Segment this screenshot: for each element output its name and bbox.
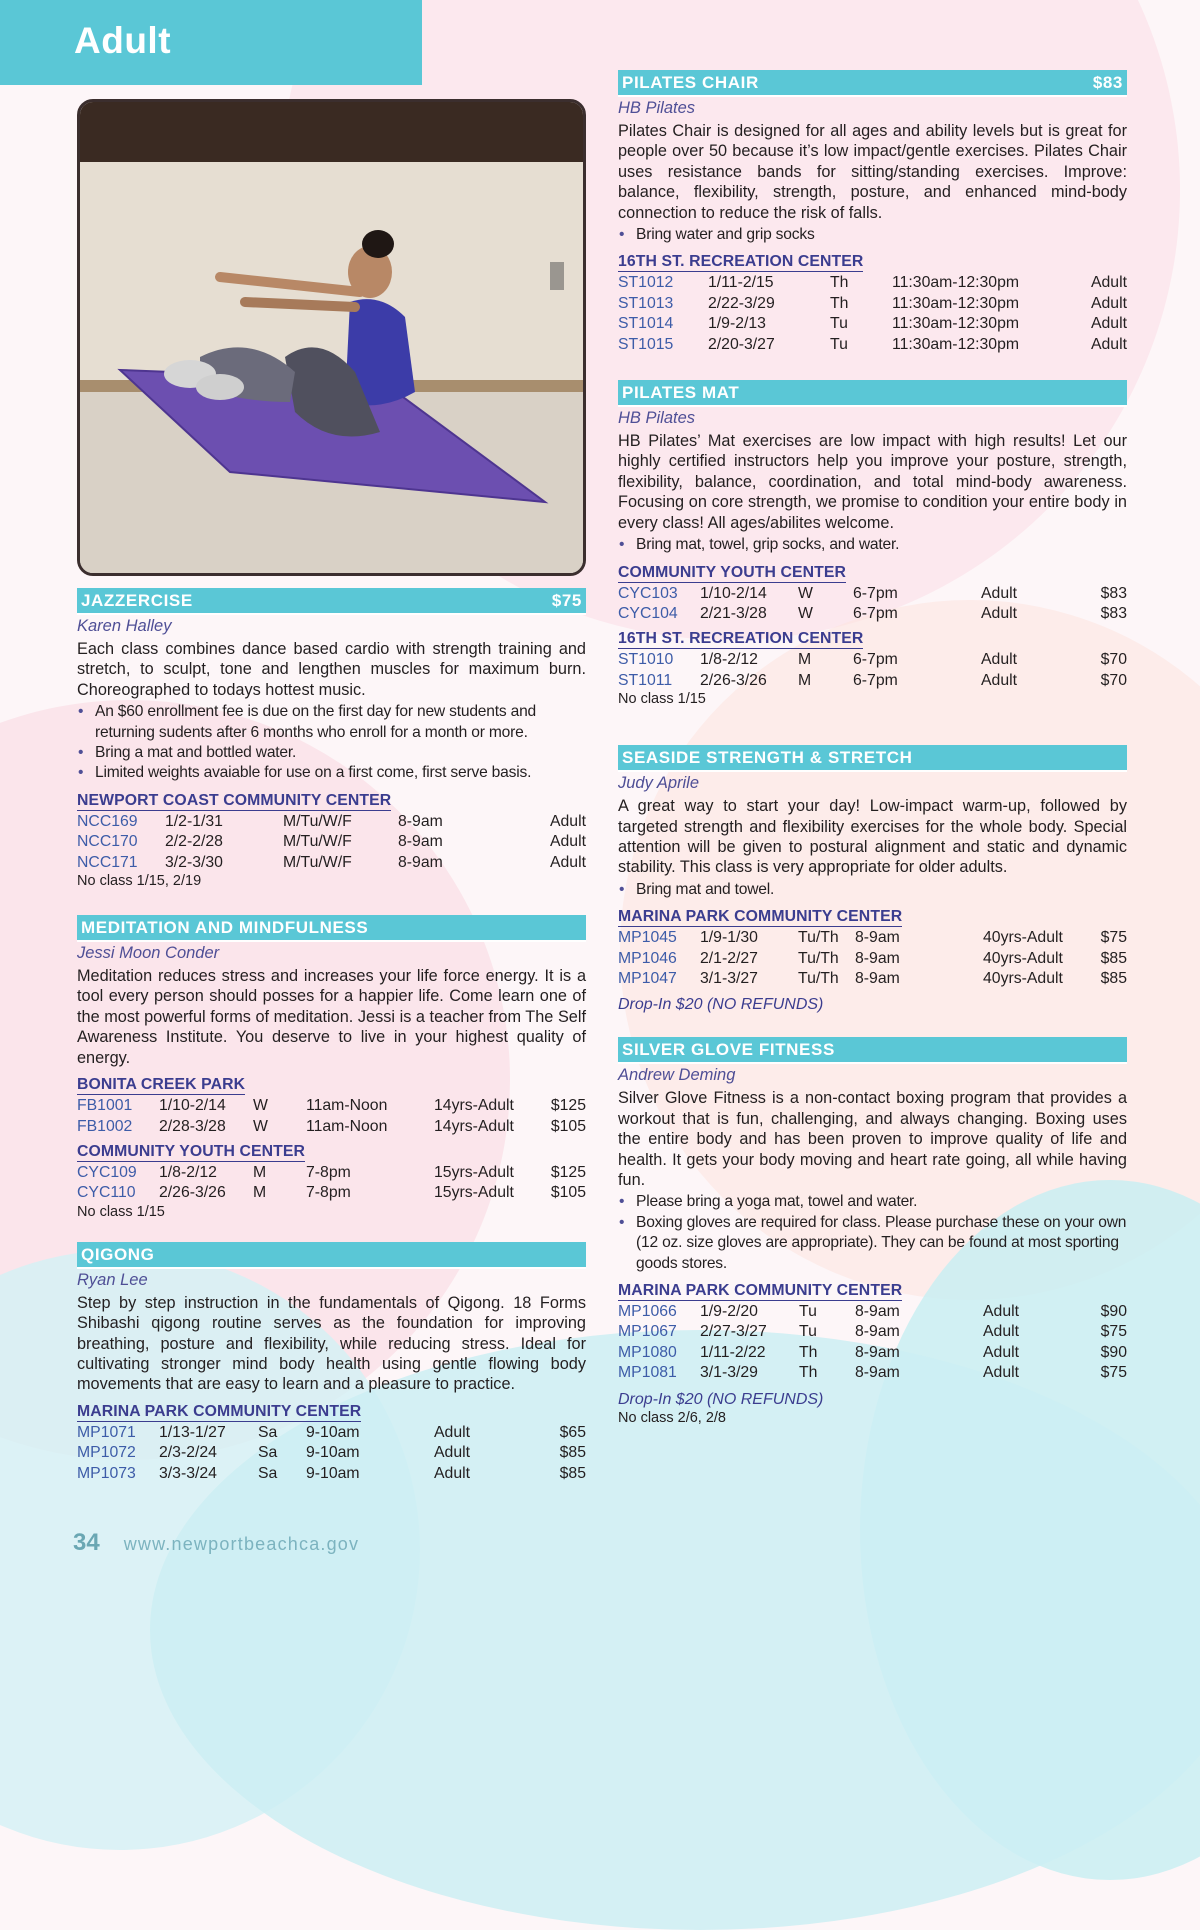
class-days: M/Tu/W/F bbox=[283, 853, 352, 871]
schedule-table bbox=[618, 928, 1127, 989]
schedule-table bbox=[77, 1096, 586, 1137]
class-code[interactable]: ST1010 bbox=[618, 651, 674, 669]
dropin-text: Drop-In $20 (NO REFUNDS) bbox=[618, 996, 824, 1014]
class-age: Adult bbox=[434, 1444, 471, 1462]
section-title: QIGONG bbox=[81, 1244, 155, 1264]
bullet-item: • Bring water and grip socks bbox=[618, 225, 1127, 245]
section-title: SILVER GLOVE FITNESS bbox=[622, 1040, 835, 1060]
table-row bbox=[77, 1464, 586, 1484]
class-code[interactable]: MP1080 bbox=[618, 1343, 677, 1361]
class-age: Adult bbox=[1090, 274, 1127, 292]
bullet-list bbox=[618, 880, 1127, 900]
venue-name: COMMUNITY YOUTH CENTER bbox=[77, 1142, 306, 1160]
schedule-table bbox=[77, 1163, 586, 1204]
class-time: 11:30am-12:30pm bbox=[892, 315, 1020, 333]
class-price: $70 bbox=[1100, 671, 1127, 689]
instructor-name: Andrew Deming bbox=[618, 1066, 736, 1085]
class-time: 11am-Noon bbox=[306, 1097, 388, 1115]
venue-name: 16TH ST. RECREATION CENTER bbox=[618, 630, 864, 648]
class-age: Adult bbox=[1090, 315, 1127, 333]
class-time: 8-9am bbox=[855, 969, 900, 987]
table-row bbox=[618, 1322, 1127, 1342]
class-code[interactable]: ST1013 bbox=[618, 294, 674, 312]
table-row bbox=[618, 949, 1127, 969]
class-code[interactable]: FB1002 bbox=[77, 1117, 133, 1135]
schedule-table bbox=[618, 1302, 1127, 1384]
class-code[interactable]: ST1014 bbox=[618, 315, 674, 333]
class-code[interactable]: MP1071 bbox=[77, 1423, 136, 1441]
class-age: Adult bbox=[983, 1364, 1020, 1382]
class-dates: 2/26-3/26 bbox=[159, 1184, 226, 1202]
class-dates: 3/1-3/27 bbox=[700, 969, 758, 987]
table-row bbox=[618, 604, 1127, 624]
class-age: Adult bbox=[983, 1343, 1020, 1361]
class-time: 8-9am bbox=[855, 1303, 900, 1321]
class-code[interactable]: MP1073 bbox=[77, 1464, 136, 1482]
class-code[interactable]: ST1012 bbox=[618, 274, 674, 292]
class-days: Sa bbox=[258, 1464, 278, 1482]
class-dates: 2/1-2/27 bbox=[700, 949, 758, 967]
class-age: Adult bbox=[981, 604, 1018, 622]
class-dates: 1/9-2/13 bbox=[708, 315, 766, 333]
instructor-name: HB Pilates bbox=[618, 99, 696, 117]
class-price: $75 bbox=[1100, 929, 1127, 947]
class-time: 8-9am bbox=[855, 1364, 900, 1382]
bullet-item: • Please bring a yoga mat, towel and water. bbox=[618, 1192, 1127, 1212]
class-description: Silver Glove Fitness is a non-contact boxing program that provides a workout that is fun, challenging, and always changing. Boxing uses the entire body and has been proven to improve quality of life and health. It gets your body moving and heart rate going, all while having fun. bbox=[618, 1089, 1127, 1189]
schedule-table bbox=[77, 1423, 586, 1484]
class-code[interactable]: NCC169 bbox=[77, 812, 138, 830]
class-time: 11:30am-12:30pm bbox=[892, 294, 1020, 312]
class-dates: 1/2-1/31 bbox=[165, 812, 223, 830]
class-time: 11am-Noon bbox=[306, 1117, 388, 1135]
class-time: 9-10am bbox=[306, 1423, 360, 1441]
class-description: A great way to start your day! Low-impact warm-up, followed by targeted strength and flexibility exercises for the whole body. Special attention will be given to postural alignment and static and dynamic stability. This class is very appropriate for older adults. bbox=[618, 797, 1127, 877]
class-dates: 3/3-3/24 bbox=[159, 1464, 217, 1482]
class-price: $125 bbox=[550, 1163, 586, 1181]
class-code[interactable]: MP1045 bbox=[618, 929, 677, 947]
table-row bbox=[77, 1117, 586, 1137]
class-age: 40yrs-Adult bbox=[983, 949, 1063, 967]
class-dates: 1/9-1/30 bbox=[700, 929, 758, 947]
seaside-section bbox=[618, 745, 1127, 1015]
instructor-name: Jessi Moon Conder bbox=[77, 944, 220, 963]
class-dates: 1/10-2/14 bbox=[159, 1097, 226, 1115]
schedule-table bbox=[618, 650, 1127, 691]
class-time: 6-7pm bbox=[853, 651, 898, 669]
class-time: 8-9am bbox=[855, 1323, 900, 1341]
header-bar bbox=[0, 0, 422, 85]
class-time: 6-7pm bbox=[853, 604, 898, 622]
class-dates: 1/8-2/12 bbox=[159, 1163, 217, 1181]
table-row bbox=[77, 1183, 586, 1203]
table-row bbox=[618, 969, 1127, 989]
class-time: 8-9am bbox=[398, 812, 443, 830]
class-time: 7-8pm bbox=[306, 1163, 351, 1181]
schedule-table bbox=[77, 812, 586, 873]
class-code[interactable]: MP1047 bbox=[618, 969, 677, 987]
venue-name: NEWPORT COAST COMMUNITY CENTER bbox=[77, 791, 392, 809]
class-price: $90 bbox=[1100, 1303, 1127, 1321]
table-row bbox=[77, 812, 586, 832]
class-price: $70 bbox=[1100, 651, 1127, 669]
class-days: M bbox=[798, 671, 812, 689]
class-days: Sa bbox=[258, 1423, 278, 1441]
class-code[interactable]: NCC171 bbox=[77, 853, 138, 871]
table-row bbox=[618, 650, 1127, 670]
meditation-header bbox=[77, 915, 586, 942]
table-row bbox=[77, 853, 586, 873]
class-age: Adult bbox=[549, 812, 586, 830]
class-dates: 2/27-3/27 bbox=[700, 1323, 767, 1341]
class-age: Adult bbox=[549, 833, 586, 851]
class-time: 9-10am bbox=[306, 1444, 360, 1462]
class-age: Adult bbox=[1090, 335, 1127, 353]
class-age: Adult bbox=[983, 1323, 1020, 1341]
class-age: Adult bbox=[981, 671, 1018, 689]
class-age: Adult bbox=[434, 1464, 471, 1482]
seaside-header bbox=[618, 745, 1127, 772]
class-price: $85 bbox=[1100, 969, 1127, 987]
class-price: $83 bbox=[1100, 604, 1127, 622]
website-link[interactable]: www.newportbeachca.gov bbox=[123, 1534, 360, 1554]
class-time: 7-8pm bbox=[306, 1184, 351, 1202]
right-column bbox=[618, 70, 1127, 1426]
class-photo bbox=[77, 99, 586, 576]
class-code[interactable]: CYC110 bbox=[77, 1184, 136, 1202]
qigong-section bbox=[77, 1242, 586, 1484]
pilates-mat-header bbox=[618, 380, 1127, 407]
class-dates: 1/13-1/27 bbox=[159, 1423, 226, 1441]
class-days: Tu bbox=[830, 335, 848, 353]
class-dates: 2/2-2/28 bbox=[165, 833, 223, 851]
class-description: HB Pilates’ Mat exercises are low impact with high results! Let our highly certified instructors help you improve your posture, strength, flexibility, balance, coordination, and total mind-body awareness. Focusing on core strength, we promise to condition your entire body in every class! All ages/abilites welcome. bbox=[618, 432, 1127, 532]
class-age: Adult bbox=[434, 1423, 471, 1441]
class-age: 14yrs-Adult bbox=[434, 1097, 514, 1115]
left-column bbox=[77, 99, 586, 1484]
class-time: 8-9am bbox=[398, 853, 443, 871]
venue-name: BONITA CREEK PARK bbox=[77, 1076, 246, 1094]
footer bbox=[73, 1529, 359, 1557]
venue-name: MARINA PARK COMMUNITY CENTER bbox=[618, 908, 903, 926]
class-note: No class 1/15 bbox=[77, 1203, 165, 1220]
class-code[interactable]: MP1072 bbox=[77, 1444, 136, 1462]
table-row bbox=[618, 294, 1127, 314]
class-price: $75 bbox=[1100, 1323, 1127, 1341]
class-price: $105 bbox=[550, 1184, 586, 1202]
table-row bbox=[618, 584, 1127, 604]
instructor-name: Karen Halley bbox=[77, 617, 172, 635]
class-days: Th bbox=[799, 1343, 818, 1361]
page-number: 34 bbox=[73, 1529, 100, 1556]
class-dates: 2/28-3/28 bbox=[159, 1117, 226, 1135]
instructor-name: HB Pilates bbox=[618, 409, 696, 428]
venue-name: 16TH ST. RECREATION CENTER bbox=[618, 253, 864, 271]
pilates-mat-section bbox=[618, 380, 1127, 707]
table-row bbox=[618, 335, 1127, 355]
class-price: $105 bbox=[550, 1117, 586, 1135]
table-row bbox=[618, 314, 1127, 334]
class-time: 8-9am bbox=[855, 929, 900, 947]
silver-glove-header bbox=[618, 1037, 1127, 1064]
class-price: $83 bbox=[1100, 584, 1127, 602]
class-age: 40yrs-Adult bbox=[983, 969, 1063, 987]
class-time: 11:30am-12:30pm bbox=[892, 274, 1020, 292]
pilates-chair-section bbox=[618, 70, 1127, 355]
class-price: $65 bbox=[559, 1423, 586, 1441]
class-description: Pilates Chair is designed for all ages and ability levels but is great for people over 50 because it’s low impact/gentle exercises. Pilates Chair uses resistance bands for sitting/standing exercises. Improve: balance, flexibility, strength, posture, and enhanced mind-body connection to reduce the risk of falls. bbox=[618, 122, 1127, 222]
table-row bbox=[77, 1096, 586, 1116]
class-time: 6-7pm bbox=[853, 671, 898, 689]
class-dates: 2/3-2/24 bbox=[159, 1444, 217, 1462]
table-row bbox=[618, 273, 1127, 293]
class-code[interactable]: MP1067 bbox=[618, 1323, 677, 1341]
class-dates: 1/11-2/22 bbox=[700, 1343, 766, 1361]
section-title: JAZZERCISE bbox=[81, 591, 193, 610]
class-days: W bbox=[253, 1117, 268, 1135]
venue-name: COMMUNITY YOUTH CENTER bbox=[618, 563, 847, 581]
class-dates: 1/8-2/12 bbox=[700, 651, 758, 669]
class-price: $75 bbox=[1100, 1364, 1127, 1382]
section-title: MEDITATION AND MINDFULNESS bbox=[81, 918, 369, 938]
class-dates: 3/1-3/29 bbox=[700, 1364, 758, 1382]
class-code[interactable]: ST1011 bbox=[618, 671, 673, 689]
table-row bbox=[77, 1163, 586, 1183]
class-time: 8-9am bbox=[855, 949, 900, 967]
class-time: 8-9am bbox=[398, 833, 443, 851]
table-row bbox=[618, 1363, 1127, 1383]
class-code[interactable]: CYC104 bbox=[618, 604, 678, 622]
class-dates: 1/9-2/20 bbox=[700, 1303, 758, 1321]
class-days: Tu bbox=[799, 1303, 817, 1321]
bullet-item: • Bring a mat and bottled water. bbox=[77, 743, 586, 763]
table-row bbox=[618, 1343, 1127, 1363]
table-row bbox=[77, 1423, 586, 1443]
jazzercise-section bbox=[77, 588, 586, 889]
table-row bbox=[618, 928, 1127, 948]
instructor-name: Judy Aprile bbox=[618, 774, 700, 793]
class-age: Adult bbox=[983, 1303, 1020, 1321]
schedule-table bbox=[618, 273, 1127, 355]
class-dates: 1/11-2/15 bbox=[708, 274, 774, 292]
class-days: Th bbox=[799, 1364, 818, 1382]
class-code[interactable]: CYC109 bbox=[77, 1163, 137, 1181]
bullet-item: • Limited weights avaiable for use on a first come, first serve basis. bbox=[77, 763, 586, 783]
class-dates: 1/10-2/14 bbox=[700, 584, 767, 602]
class-age: Adult bbox=[549, 853, 586, 871]
bullet-list bbox=[618, 1192, 1127, 1274]
class-days: Tu bbox=[799, 1323, 817, 1341]
meditation-section bbox=[77, 915, 586, 1220]
class-code[interactable]: NCC170 bbox=[77, 833, 138, 851]
class-description: Meditation reduces stress and increases your life force energy. It is a tool every person should posses for a happier life. Come learn one of the most powerful forms of meditation. Jessi is a teacher from The Self Awareness Institute. You deserve to live in your highest quality of energy. bbox=[77, 967, 586, 1067]
schedule-table bbox=[618, 584, 1127, 625]
class-dates: 2/26-3/26 bbox=[700, 671, 767, 689]
bullet-item: • Boxing gloves are required for class. Please purchase these on your own (12 oz. size gloves are appropriate). They can be found at most sporting goods stores. bbox=[618, 1213, 1127, 1274]
class-days: M/Tu/W/F bbox=[283, 833, 352, 851]
class-age: 40yrs-Adult bbox=[983, 929, 1063, 947]
bullet-item: • Bring mat and towel. bbox=[618, 880, 1127, 900]
class-days: W bbox=[798, 604, 813, 622]
class-days: Tu bbox=[830, 315, 848, 333]
section-price: $75 bbox=[551, 591, 582, 610]
page-title: Adult bbox=[74, 20, 172, 61]
table-row bbox=[618, 671, 1127, 691]
class-code[interactable]: MP1066 bbox=[618, 1303, 677, 1321]
class-dates: 3/2-3/30 bbox=[165, 853, 223, 871]
bullet-list bbox=[77, 702, 586, 784]
class-days: W bbox=[798, 584, 813, 602]
class-price: $90 bbox=[1100, 1343, 1127, 1361]
class-time: 6-7pm bbox=[853, 584, 898, 602]
class-price: $125 bbox=[550, 1097, 586, 1115]
class-days: Th bbox=[830, 294, 849, 312]
class-time: 8-9am bbox=[855, 1343, 900, 1361]
class-note: No class 1/15, 2/19 bbox=[77, 873, 202, 890]
class-days: Th bbox=[830, 274, 849, 292]
pilates-chair-header bbox=[618, 70, 1127, 97]
section-title: SEASIDE STRENGTH & STRETCH bbox=[622, 748, 913, 768]
class-code[interactable]: FB1001 bbox=[77, 1097, 133, 1115]
class-age: 15yrs-Adult bbox=[434, 1163, 514, 1181]
class-days: Tu/Th bbox=[798, 929, 839, 947]
class-code[interactable]: MP1046 bbox=[618, 949, 677, 967]
section-title: PILATES MAT bbox=[622, 383, 740, 403]
class-days: Tu/Th bbox=[798, 949, 839, 967]
class-code[interactable]: CYC103 bbox=[618, 584, 678, 602]
qigong-header bbox=[77, 1242, 586, 1269]
class-note: No class 2/6, 2/8 bbox=[618, 1409, 726, 1426]
class-dates: 2/22-3/29 bbox=[708, 294, 775, 312]
class-description: Each class combines dance based cardio with strength training and stretch, to sculpt, tone and lengthen muscles for maximum burn. Choreographed to todays hottest music. bbox=[77, 640, 586, 699]
class-age: Adult bbox=[981, 584, 1018, 602]
table-row bbox=[77, 832, 586, 852]
class-days: M bbox=[798, 651, 812, 669]
class-note: No class 1/15 bbox=[618, 691, 706, 708]
class-code[interactable]: ST1015 bbox=[618, 335, 674, 353]
class-time: 11:30am-12:30pm bbox=[892, 335, 1020, 353]
class-code[interactable]: MP1081 bbox=[618, 1364, 677, 1382]
class-days: M bbox=[253, 1184, 267, 1202]
class-age: Adult bbox=[981, 651, 1018, 669]
dropin-text: Drop-In $20 (NO REFUNDS) bbox=[618, 1390, 824, 1408]
class-days: M bbox=[253, 1163, 267, 1181]
venue-name: MARINA PARK COMMUNITY CENTER bbox=[618, 1282, 903, 1300]
section-title: PILATES CHAIR bbox=[622, 73, 759, 92]
bullet-item: • Bring mat, towel, grip socks, and water. bbox=[618, 535, 1127, 555]
bullet-list bbox=[618, 535, 1127, 555]
class-price: $85 bbox=[1100, 949, 1127, 967]
jazzercise-header bbox=[77, 588, 586, 615]
class-days: M/Tu/W/F bbox=[283, 812, 352, 830]
class-price: $85 bbox=[559, 1464, 586, 1482]
venue-name: MARINA PARK COMMUNITY CENTER bbox=[77, 1402, 362, 1420]
silver-glove-section bbox=[618, 1037, 1127, 1425]
bullet-list bbox=[618, 225, 1127, 245]
class-dates: 2/20-3/27 bbox=[708, 335, 775, 353]
bullet-item: • An $60 enrollment fee is due on the first day for new students and returning sudents after 6 months who enroll for a month or more. bbox=[77, 702, 586, 743]
class-time: 9-10am bbox=[306, 1464, 360, 1482]
class-age: 15yrs-Adult bbox=[434, 1184, 514, 1202]
class-price: $85 bbox=[559, 1444, 586, 1462]
class-dates: 2/21-3/28 bbox=[700, 604, 767, 622]
section-price: $83 bbox=[1092, 73, 1123, 92]
class-age: 14yrs-Adult bbox=[434, 1117, 514, 1135]
class-days: Tu/Th bbox=[798, 969, 839, 987]
instructor-name: Ryan Lee bbox=[77, 1270, 148, 1289]
table-row bbox=[618, 1302, 1127, 1322]
class-description: Step by step instruction in the fundamentals of Qigong. 18 Forms Shibashi qigong routine serves as the foundation for improving breathing, posture and flexibility, while reducing stress. Ideal for cultivating stronger mind body health using gentle flowing body movements that are easy to learn and a pleasure to practice. bbox=[77, 1293, 586, 1394]
table-row bbox=[77, 1443, 586, 1463]
class-days: W bbox=[253, 1097, 268, 1115]
class-age: Adult bbox=[1090, 294, 1127, 312]
class-days: Sa bbox=[258, 1444, 278, 1462]
